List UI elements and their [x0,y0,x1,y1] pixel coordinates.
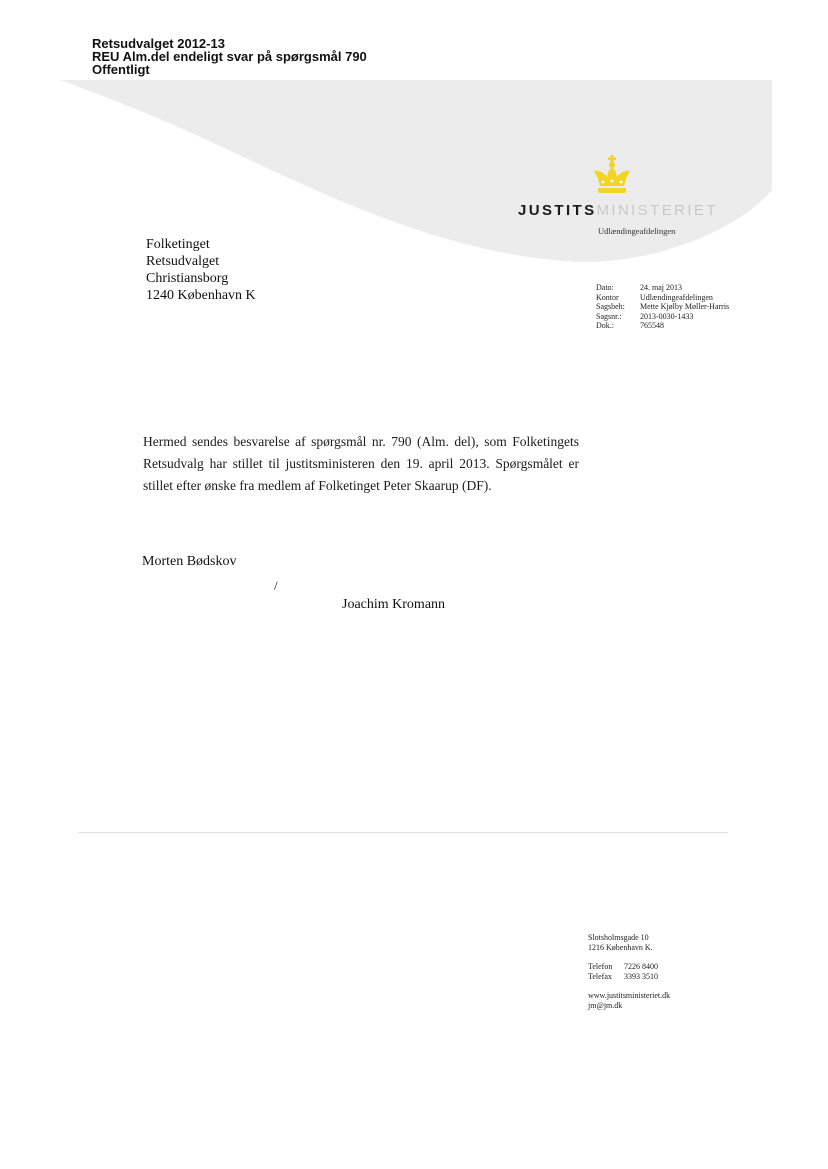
document-stamp [92,37,367,76]
recipient-line: Retsudvalget [146,254,220,269]
meta-label: Sagsnr.: [596,311,622,321]
footer-city: 1216 København K. [588,943,653,952]
meta-value: 765548 [640,321,664,331]
stamp-status: Offentligt [92,62,150,77]
fax-label: Telefax [588,972,612,981]
department-name: Udlændingeafdelingen [598,226,676,236]
meta-label: Dok.: [596,321,614,331]
phone-label: Telefon [588,962,613,971]
footer-phone-row [588,962,670,972]
signature-separator: / [274,578,278,593]
page-divider [78,832,728,833]
phone-number: 7226 8400 [624,962,658,971]
ministry-logo-text [518,202,718,219]
meta-value: 24. maj 2013 [640,283,682,292]
recipient-line: Christiansborg [146,271,229,286]
stamp-committee: Retsudvalget 2012-13 [92,36,225,51]
meta-label: Sagsbeh: [596,302,625,312]
meta-label: Kontor [596,292,619,302]
stamp-subject: REU Alm.del endeligt svar på spørgsmål 790 [92,49,367,64]
recipient-line: Folketinget [146,237,210,252]
footer-website: www.justitsministeriet.dk [588,991,671,1000]
ministry-contact-footer [588,933,670,1011]
meta-label: Dato: [596,283,614,292]
meta-value: 2013-0030-1433 [640,311,694,321]
minister-signature: Morten Bødskov [142,554,237,569]
meta-value: Udlændingeafdelingen [640,292,713,302]
footer-fax-row [588,972,670,982]
ministry-name-light: MINISTERIET [596,202,718,219]
recipient-address [146,236,256,304]
meta-row-case-number [596,312,736,322]
meta-row-office [596,293,736,303]
meta-value: Mette Kjølby Møller-Harris [640,302,730,312]
recipient-line: 1240 København K [146,288,256,303]
fax-number: 3393 3510 [624,972,658,981]
official-signature: Joachim Kromann [342,597,446,612]
meta-row-document [596,321,736,331]
footer-email: jm@jm.dk [588,1001,623,1010]
crown-icon [590,155,634,195]
letter-body: Hermed sendes besvarelse af spørgsmål nr. 790 (Alm. del), som Folketingets Retsudvalg har stillet til justitsministeren den 19. april 2013. Spørgsmålet er stillet efter ønske fra medlem af Folketinget Peter Skaarup (DF). [143,434,579,493]
document-metadata [596,283,736,331]
letterhead-swoosh [0,78,828,268]
meta-row-case-officer [596,302,736,312]
footer-street: Slotsholmsgade 10 [588,933,649,942]
ministry-name-bold: JUSTITS [518,202,597,219]
meta-row-date [596,283,736,293]
